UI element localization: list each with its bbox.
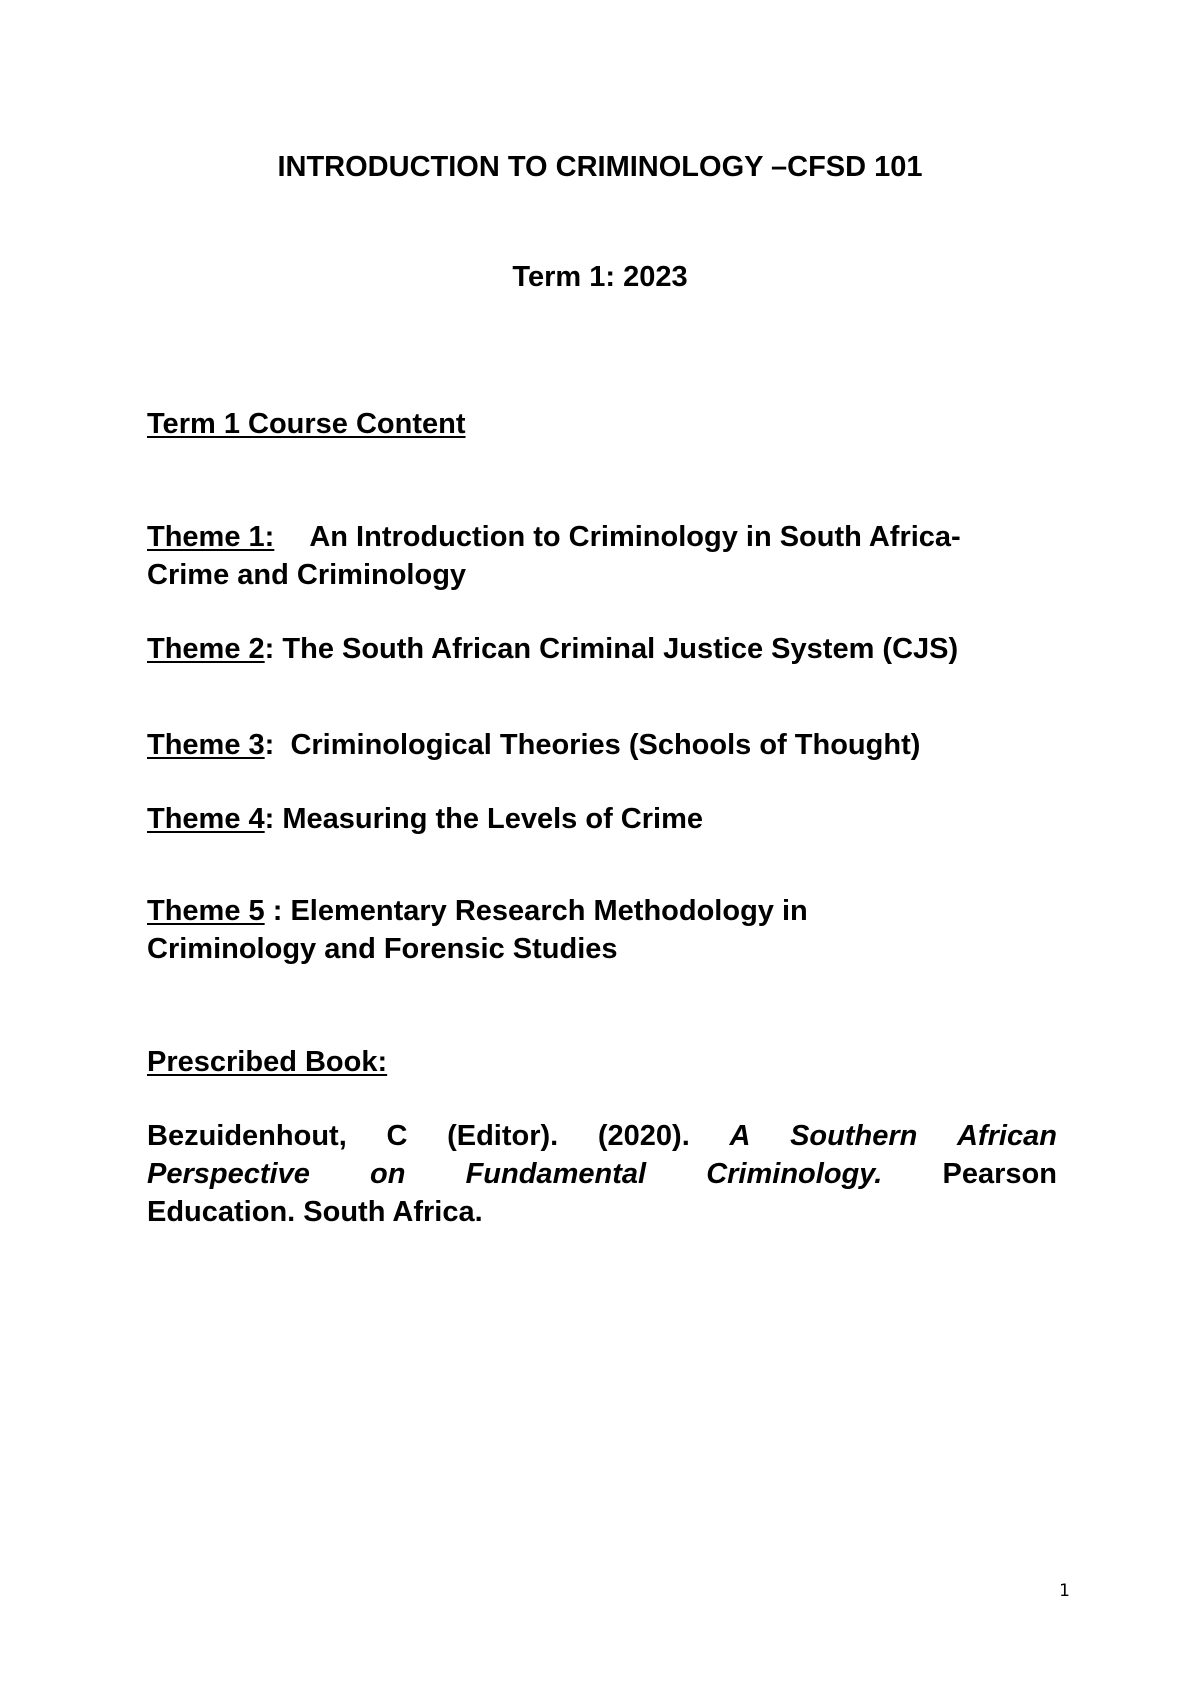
theme-4-label: Theme 4	[147, 803, 265, 835]
citation-author: Bezuidenhout,	[147, 1120, 347, 1152]
citation-title-word: Perspective	[147, 1158, 310, 1190]
prescribed-book-citation	[147, 1117, 1057, 1231]
citation-title-word: African	[957, 1120, 1057, 1152]
citation-title-word: A	[729, 1120, 751, 1152]
theme-3-title: : Criminological Theories (Schools of Thought)	[264, 729, 921, 761]
theme-5	[147, 892, 1057, 968]
citation-line-2	[147, 1155, 1057, 1193]
theme-2	[147, 630, 1057, 668]
theme-2-label: Theme 2	[147, 633, 265, 665]
theme-3	[147, 726, 1057, 764]
prescribed-book-heading-text: Prescribed Book:	[147, 1046, 388, 1078]
theme-1-line-2: Crime and Criminology	[147, 559, 467, 591]
citation-title-word: Fundamental	[465, 1158, 647, 1190]
citation-year: (2020).	[597, 1120, 690, 1152]
citation-line-1	[147, 1117, 1057, 1155]
theme-1	[147, 518, 1057, 594]
course-content-heading-text: Term 1 Course Content	[147, 408, 466, 440]
theme-1-title: An Introduction to Criminology in South Africa-	[309, 521, 961, 553]
theme-5-line-2: Criminology and Forensic Studies	[147, 933, 618, 965]
theme-4-title: : Measuring the Levels of Crime	[264, 803, 703, 835]
theme-4	[147, 800, 1057, 838]
citation-initial: C	[386, 1120, 408, 1152]
citation-editor: (Editor).	[447, 1120, 559, 1152]
prescribed-book-heading	[147, 1043, 1057, 1081]
theme-5-title: : Elementary Research Methodology in	[264, 895, 808, 927]
theme-1-line-1	[147, 518, 1057, 556]
document-title: INTRODUCTION TO CRIMINOLOGY –CFSD 101	[277, 151, 923, 183]
theme-5-line-1	[147, 892, 1057, 930]
theme-2-title: : The South African Criminal Justice System (CJS)	[264, 633, 959, 665]
theme-1-label: Theme 1:	[147, 521, 275, 553]
term-label: Term 1: 2023	[512, 261, 688, 293]
course-content-heading	[147, 405, 1057, 443]
citation-publisher: Pearson	[942, 1158, 1057, 1190]
citation-line-3: Education. South Africa.	[147, 1196, 483, 1228]
theme-3-label: Theme 3	[147, 729, 265, 761]
citation-title-word: Criminology.	[706, 1158, 883, 1190]
theme-5-label: Theme 5	[147, 895, 265, 927]
page-number: 1	[1059, 1581, 1070, 1601]
citation-title-word: Southern	[790, 1120, 918, 1152]
citation-title-word: on	[369, 1158, 406, 1190]
